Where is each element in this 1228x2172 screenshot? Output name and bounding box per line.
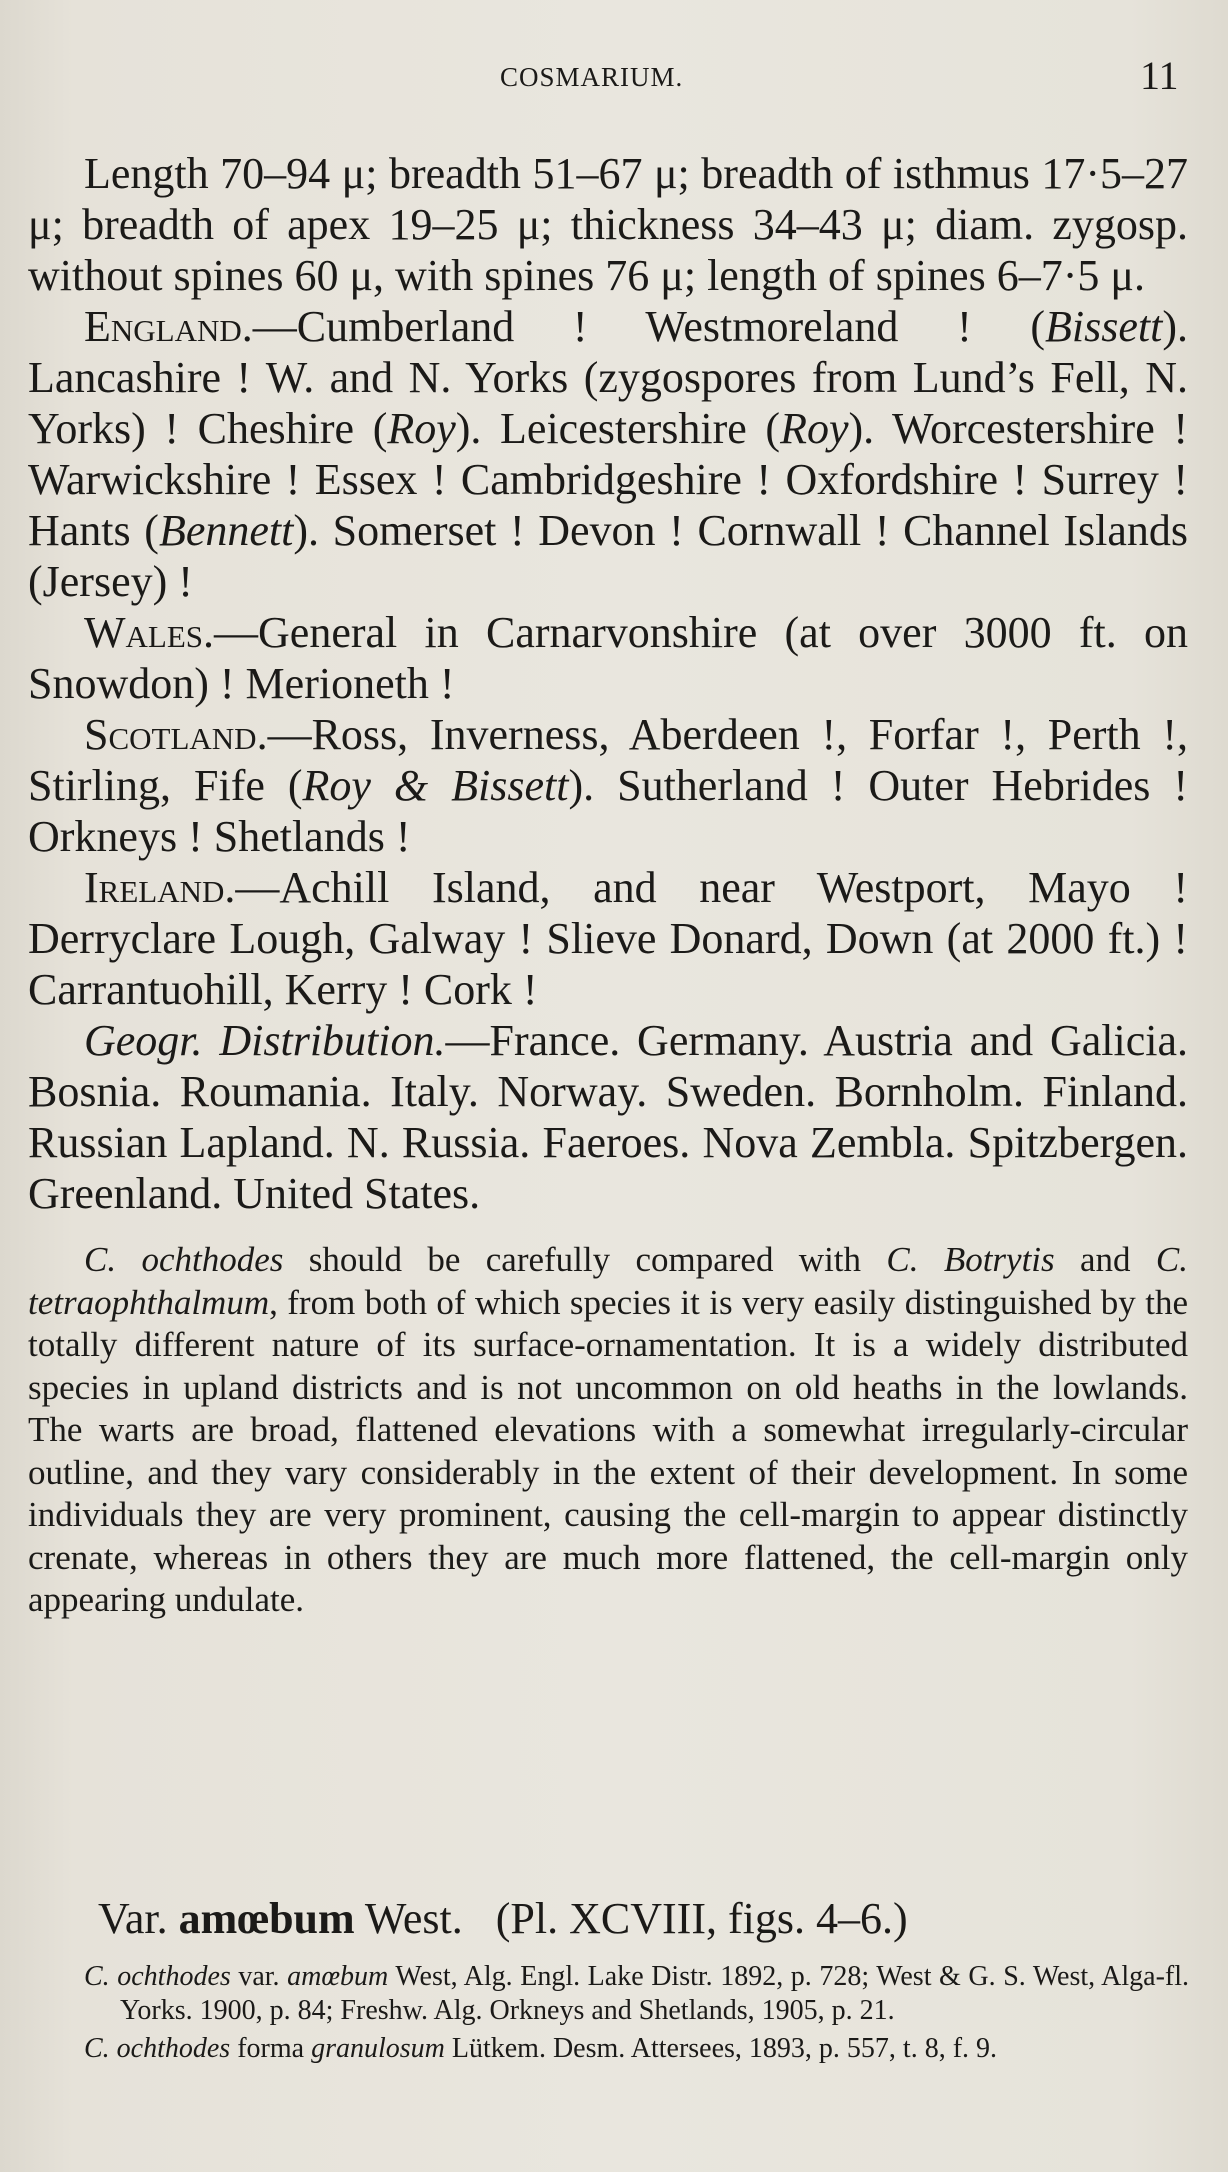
variety-name: amœbum	[178, 1894, 355, 1943]
england-paragraph: England.—Cumberland ! Westmoreland ! (Bissett). Lancashire ! W. and N. Yorks (zygospores from Lund’s Fell, N. Yorks) ! Cheshire (Roy). Leicestershire (Roy). Worcestershire ! Warwickshire ! Essex ! Cambridgeshire ! Oxfordshire ! Surrey ! Hants (Bennett). Somerset ! Devon ! Cornwall ! Channel Islands (Jersey) !	[28, 302, 1188, 606]
page-header	[0, 52, 1228, 102]
scotland-paragraph: Scotland.—Ross, Inverness, Aberdeen !, Forfar !, Perth !, Stirling, Fife (Roy & Bissett). Sutherland ! Outer Hebrides ! Orkneys ! Shetlands !	[28, 710, 1188, 861]
variety-heading: Var. amœbum West. (Pl. XCVIII, figs. 4–6.)	[98, 1894, 908, 1943]
main-text	[28, 148, 1188, 1622]
scotland-label: Scotland.	[84, 710, 268, 759]
distribution-paragraph: Geogr. Distribution.—France. Germany. Austria and Galicia. Bosnia. Roumania. Italy. Norway. Sweden. Bornholm. Finland. Russian Lapland. N. Russia. Faeroes. Nova Zembla. Spitzbergen. Greenland. United States.	[28, 1016, 1188, 1218]
measurements-paragraph: Length 70–94 μ; breadth 51–67 μ; breadth of isthmus 17·5–27 μ; breadth of apex 19–25 μ; thickness 34–43 μ; diam. zygosp. without spines 60 μ, with spines 76 μ; length of spines 6–7·5 μ.	[28, 149, 1188, 300]
england-label: England.	[84, 302, 253, 351]
variety-plate: (Pl. XCVIII, figs. 4–6.)	[495, 1894, 908, 1943]
wales-paragraph: Wales.—General in Carnarvonshire (at over 3000 ft. on Snowdon) ! Merioneth !	[28, 608, 1188, 708]
wales-label: Wales.	[84, 608, 215, 657]
ireland-paragraph: Ireland.—Achill Island, and near Westport, Mayo ! Derryclare Lough, Galway ! Slieve Donard, Down (at 2000 ft.) ! Carrantuohill, Kerry ! Cork !	[28, 863, 1188, 1014]
distribution-label: Geogr. Distribution.	[84, 1016, 446, 1065]
references	[84, 1960, 1189, 2070]
page-number: 11	[1140, 53, 1179, 98]
note-paragraph: C. ochthodes should be carefully compared with C. Botrytis and C. tetraophthalmum, from both of which species it is very easily distinguished by the totally different nature of its surface-ornamentation. It is a widely distributed species in upland districts and is not uncommon on old heaths in the lowlands. The warts are broad, flattened elevations with a somewhat irregularly-circular outline, and they vary considerably in the extent of their development. In some individuals they are very prominent, causing the cell-margin to appear distinctly crenate, whereas in others they are much more flattened, the cell-margin only appearing undulate.	[28, 1240, 1188, 1619]
ireland-label: Ireland.	[84, 863, 236, 912]
reference-item: C. ochthodes forma granulosum Lütkem. Desm. Attersees, 1893, p. 557, t. 8, f. 9.	[84, 2033, 998, 2064]
reference-item: C. ochthodes var. amœbum West, Alg. Engl. Lake Distr. 1892, p. 728; West & G. S. West, Alga-fl. Yorks. 1900, p. 84; Freshw. Alg. Orkneys and Shetlands, 1905, p. 21.	[84, 1961, 1189, 2026]
running-title: COSMARIUM.	[500, 62, 684, 92]
